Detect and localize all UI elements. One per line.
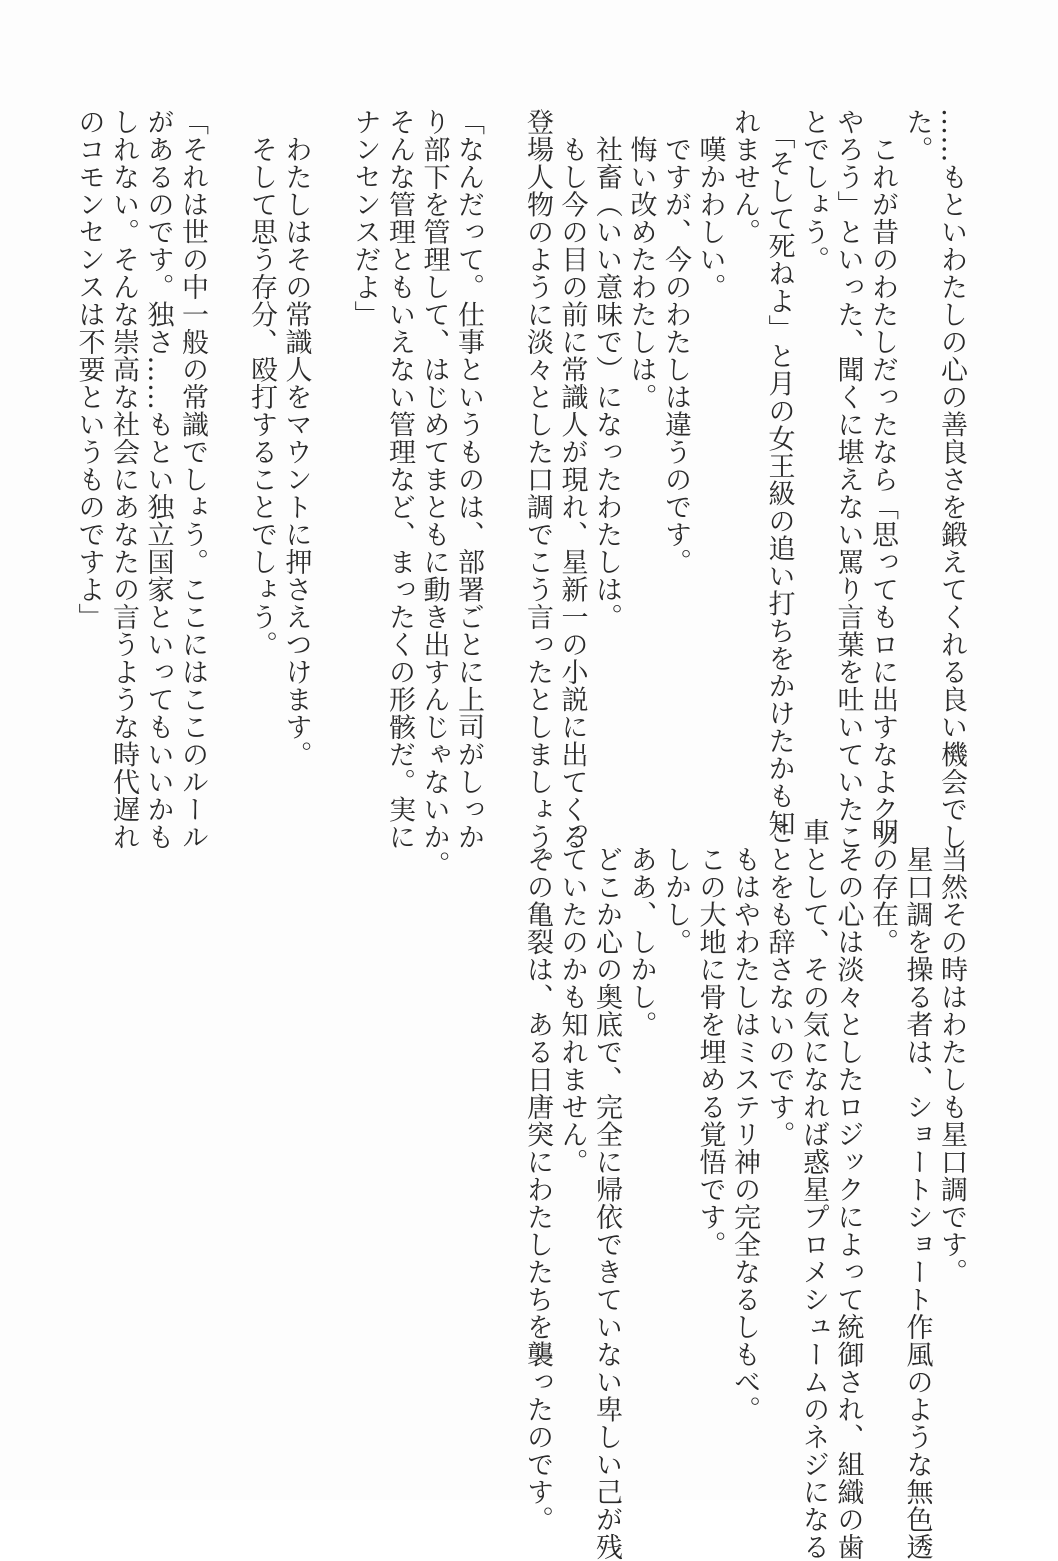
text-line: 星口調を操る者は、ショートショート作風のような無色透 <box>901 818 933 1561</box>
text-line: とでしょう。 <box>798 108 829 273</box>
text-line: 当然その時はわたしも星口調です。 <box>936 818 967 1286</box>
text-line: もし今の目の前に常識人が現れ、星新一の小説に出てくる <box>556 108 588 851</box>
text-line: ですが、今のわたしは違うのです。 <box>660 108 691 576</box>
text-line: どこか心の奥底で、完全に帰依できていない卑しい己が残 <box>591 818 622 1561</box>
text-line: そんな管理ともいえない管理など、まったくの形骸だ。実に <box>384 108 415 851</box>
text-line: ああ、しかし。 <box>625 818 657 1038</box>
text-line: そして思う存分、殴打することでしょう。 <box>246 108 277 658</box>
text-line: 「なんだって。仕事というものは、部署ごとに上司がしっか <box>453 108 484 851</box>
text-line: ことをも辞さないのです。 <box>763 818 795 1148</box>
text-line: わたしはその常識人をマウントに押さえつけます。 <box>280 108 312 768</box>
text-line <box>209 108 244 788</box>
text-line: もはやわたしはミステリ神の完全なるしもべ。 <box>729 818 760 1423</box>
text-line: のコモンセンスは不要というものですよ」 <box>73 108 105 631</box>
text-line: その心は淡々としたロジックによって統御され、組織の歯 <box>832 818 864 1561</box>
text-line: しかし。 <box>660 818 691 956</box>
text-line: 社畜（いい意味で）になったわたしは。 <box>591 108 622 631</box>
text-line: ……もといわたしの心の善良さを鍛えてくれる良い機会でし <box>936 108 967 851</box>
text-line: やろう」といった、聞くに堪えない罵り言葉を吐いていたこ <box>832 108 864 851</box>
text-line: 「それは世の中一般の常識でしょう。ここにはここのルール <box>177 108 208 851</box>
top-text-block <box>73 108 968 878</box>
text-line: 嘆かわしい。 <box>694 108 726 301</box>
text-line: 車として、その気になれば惑星プロメシュームのネジになる <box>798 818 829 1561</box>
text-line: 悔い改めたわたしは。 <box>625 108 657 411</box>
text-line: 明の存在。 <box>867 818 898 956</box>
text-line: しれない。そんな崇高な社会にあなたの言うような時代遅れ <box>108 108 139 851</box>
text-line: ナンセンスだよ」 <box>349 108 381 328</box>
text-line <box>485 108 520 788</box>
bottom-text-block <box>488 818 968 1561</box>
text-line: り部下を管理して、はじめてまともに動き出すんじゃないか。 <box>418 108 450 878</box>
text-line: 登場人物のように淡々とした口調でこう言ったとしましょう。 <box>522 108 553 878</box>
text-line: た。 <box>901 108 933 163</box>
text-line: れません。 <box>729 108 760 246</box>
text-line: 「そして死ねよ」と月の女王級の追い打ちをかけたかも知 <box>763 108 795 837</box>
text-line: これが昔のわたしだったなら「思ってもロに出すなよクソ <box>867 108 898 851</box>
text-line: この大地に骨を埋める覚悟です。 <box>694 818 726 1258</box>
text-line: っていたのかも知れません。 <box>556 818 588 1176</box>
text-line: があるのです。独さ……もとい独立国家といってもいいかも <box>142 108 174 851</box>
text-line <box>313 108 348 788</box>
text-line: その亀裂は、ある日唐突にわたしたちを襲ったのです。 <box>522 818 553 1533</box>
